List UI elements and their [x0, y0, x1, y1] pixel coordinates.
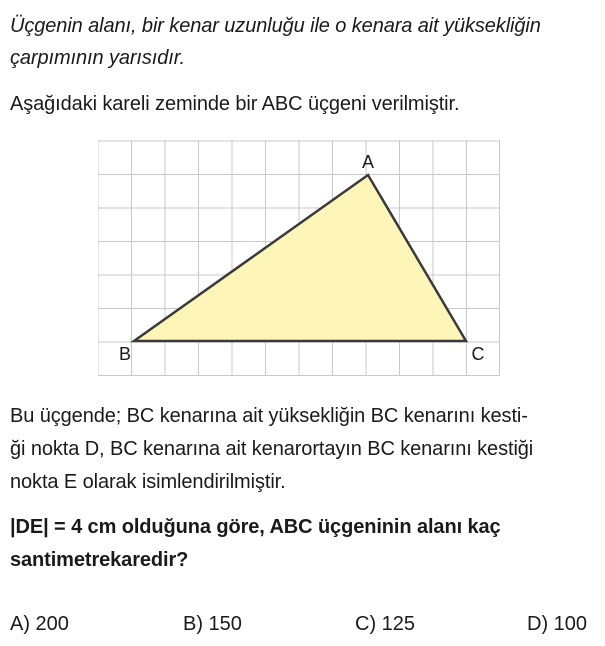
- body-line-3: nokta E olarak isimlendirilmiştir.: [10, 471, 286, 493]
- choice-a[interactable]: A) 200: [10, 613, 69, 635]
- statement-text: Aşağıdaki kareli zeminde bir ABC üçgeni verilmiştir.: [10, 93, 460, 115]
- question-line-2: santimetrekaredir?: [10, 549, 189, 571]
- choice-b[interactable]: B) 150: [183, 613, 242, 635]
- definition-line-1: Üçgenin alanı, bir kenar uzunluğu ile o kenara ait yüksekliğin: [10, 15, 541, 37]
- definition-line-2: çarpımının yarısıdır.: [10, 47, 185, 69]
- choice-d[interactable]: D) 100: [527, 613, 588, 635]
- choice-c[interactable]: C) 125: [355, 613, 416, 635]
- triangle-grid-figure: [98, 140, 500, 376]
- question-line-1: |DE| = 4 cm olduğuna göre, ABC üçgeninin alanı kaç: [10, 516, 501, 538]
- body-line-2: ği nokta D, BC kenarına ait kenarortayın BC kenarını kestiği: [10, 438, 534, 460]
- body-line-1: Bu üçgende; BC kenarına ait yüksekliğin BC kenarını kesti-: [10, 405, 528, 427]
- vertex-label-a: A: [361, 152, 375, 172]
- triangle-abc: [134, 175, 466, 341]
- vertex-label-c: C: [471, 344, 485, 364]
- vertex-label-b: B: [118, 344, 132, 364]
